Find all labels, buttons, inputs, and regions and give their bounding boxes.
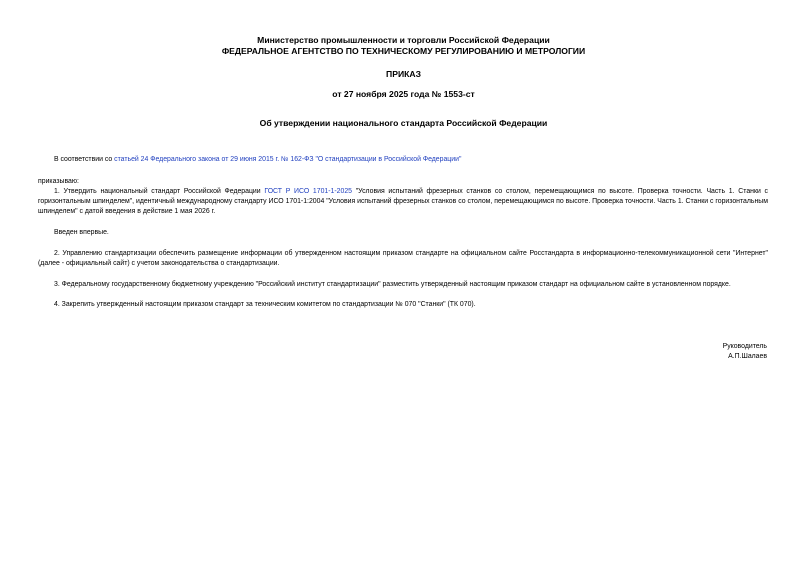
item-2: 2. Управлению стандартизации обеспечить размещение информации об утвержденном настоящим приказом стандарте на официальном сайте Росстандарта в информационно-телекоммуникационной сети "Интернет" (далее - официальный сайт) с учетом законодательства о стандартизации. (38, 250, 768, 267)
agency-heading: ФЕДЕРАЛЬНОЕ АГЕНТСТВО ПО ТЕХНИЧЕСКОМУ РЕГУЛИРОВАНИЮ И МЕТРОЛОГИИ (221, 46, 586, 56)
document-type: ПРИКАЗ (386, 69, 421, 79)
date-number: от 27 ноября 2025 года № 1553-ст (332, 89, 475, 99)
signature-position: Руководитель (722, 343, 767, 350)
ministry-heading: Министерство промышленности и торговли Российской Федерации (257, 35, 550, 45)
item-4: 4. Закрепить утвержденный настоящим приказом стандарт за техническим комитетом по стандартизации № 070 "Станки" (ТК 070). (54, 301, 476, 308)
item-1-rest: "Условия испытаний фрезерных станков со столом, перемещающимся по высоте. Проверка точности. Часть 1. Станки с горизонтальным шпинделем", идентичный международному стандарту ИСО 1701-1:2004 "Условия испытаний фрезерных станков со столом, перемещающимся по высоте. Проверка точности. Часть 1. Станки с горизонтальным шпинделем" с датой введения в действие 1 мая 2026 г. (38, 188, 768, 215)
signature-name: А.П.Шалаев (728, 353, 767, 360)
item-1-prefix: 1. Утвердить национальный стандарт Российской Федерации (54, 188, 265, 195)
item-1 (38, 187, 768, 217)
introduced-first: Введен впервые. (54, 229, 109, 236)
item-3: 3. Федеральному государственному бюджетному учреждению "Российский институт стандартизации" разместить утвержденный настоящим приказом стандарт на официальном сайте в установленном порядке. (54, 281, 731, 288)
order-word: приказываю: (38, 178, 79, 185)
federal-law-link[interactable]: статьей 24 Федерального закона от 29 июня 2015 г. № 162-ФЗ "О стандартизации в Российской Федерации" (114, 156, 462, 163)
preamble-text: В соответствии со (54, 156, 115, 163)
document-title: Об утверждении национального стандарта Российской Федерации (259, 118, 548, 128)
gost-link[interactable]: ГОСТ Р ИСО 1701-1-2025 (264, 188, 352, 195)
preamble (38, 155, 768, 165)
